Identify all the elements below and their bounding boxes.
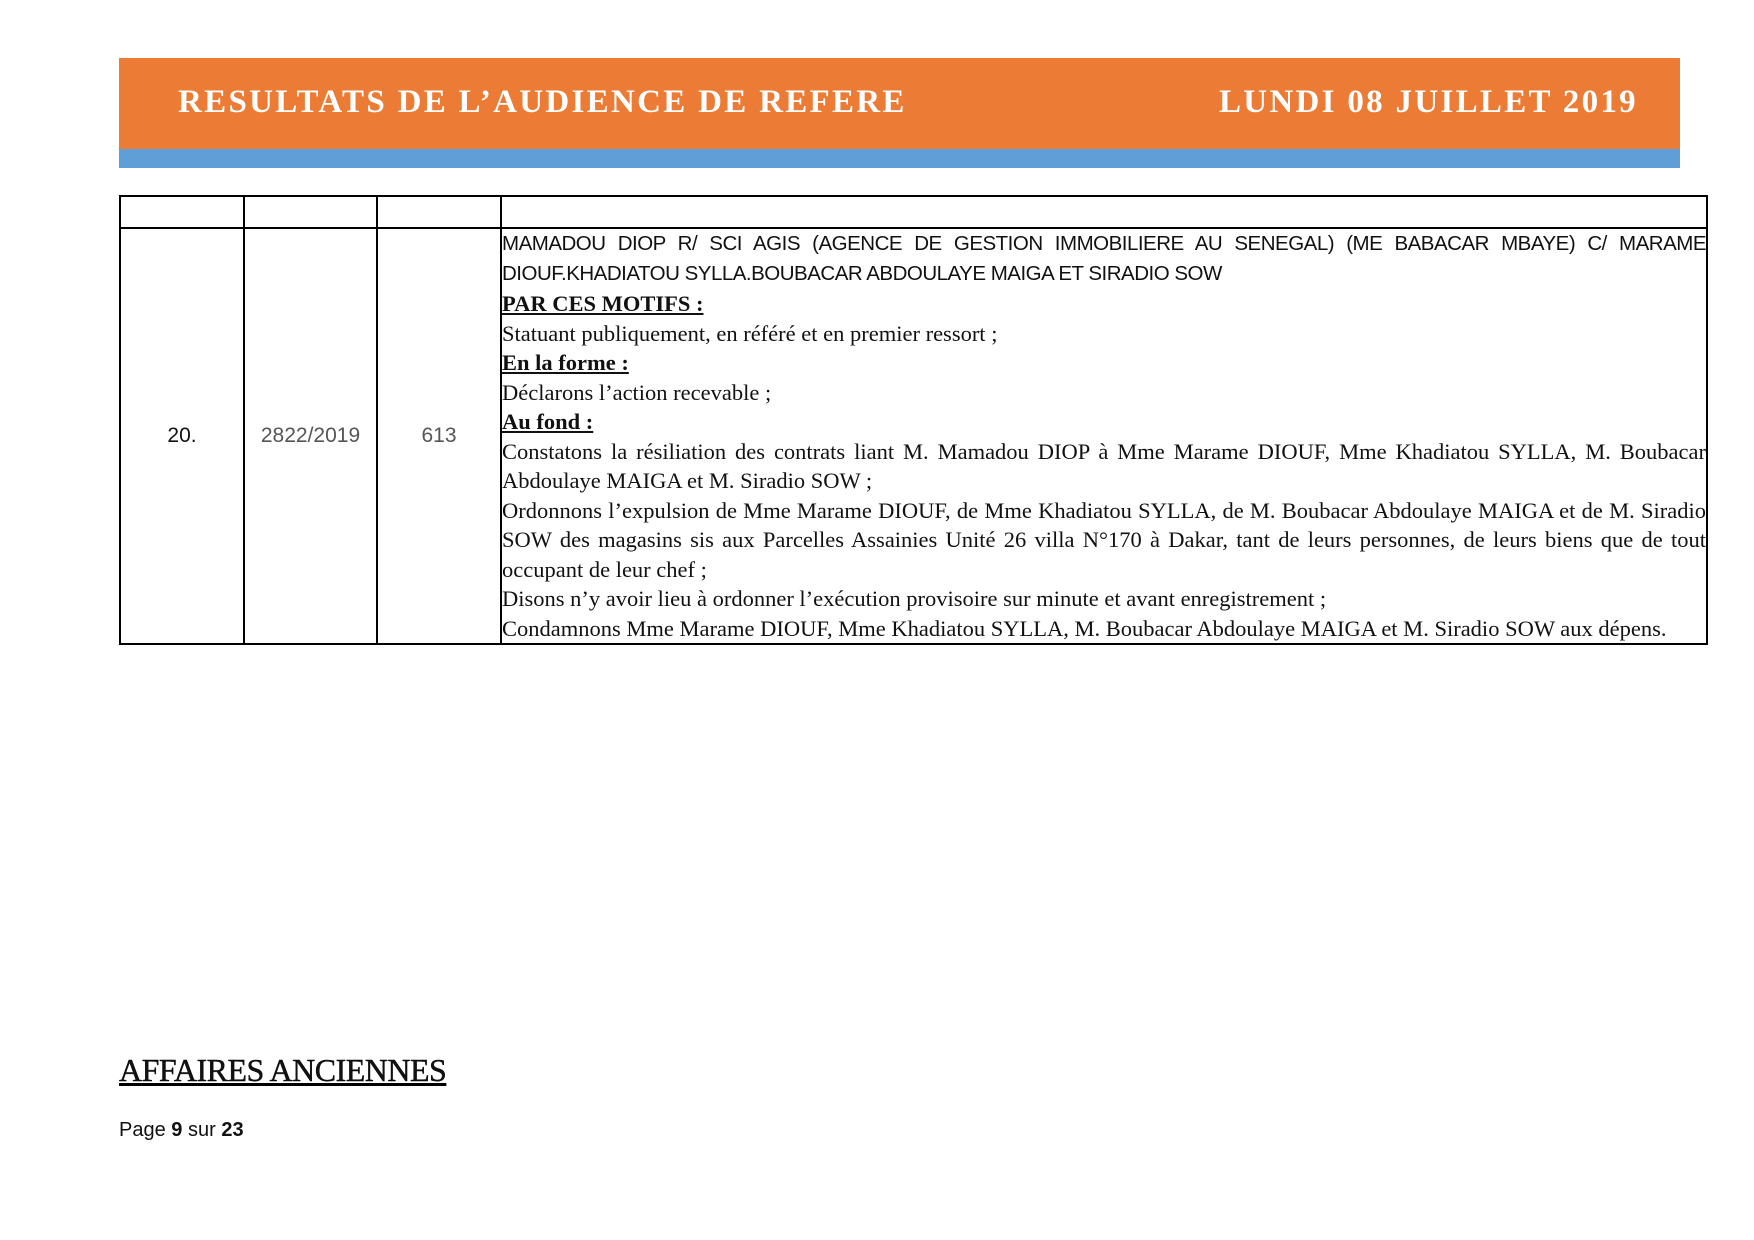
page-word: Page: [119, 1119, 166, 1141]
fond-line: Ordonnons l’expulsion de Mme Marame DIOUF, de Mme Khadiatou SYLLA, de M. Boubacar Abdoulaye MAIGA et de M. Siradio SOW des magasins sis aux Parcelles Assainies Unité 26 villa N°170 à Dakar, tant de leurs personnes, de leurs biens que de tout occupant de leur chef ;: [502, 497, 1706, 582]
page-number: 9: [171, 1119, 183, 1141]
fond-line: Constatons la résiliation des contrats liant M. Mamadou DIOP à Mme Marame DIOUF, Mme Khadiatou SYLLA, M. Boubacar Abdoulaye MAIGA et M. Siradio SOW ;: [502, 438, 1706, 493]
of-word: sur: [187, 1119, 216, 1141]
case-number: 20.: [120, 228, 244, 644]
page-footer: [119, 1119, 244, 1142]
total-pages: 23: [221, 1119, 244, 1141]
role-number: 2822/2019: [244, 228, 377, 644]
forme-text: Déclarons l’action recevable ;: [502, 379, 772, 405]
motifs-text: Statuant publiquement, en référé et en premier ressort ;: [502, 320, 998, 346]
table-cell-empty: [244, 196, 377, 228]
hearing-date: LUNDI 08 JUILLET 2019: [1218, 84, 1638, 120]
page-title: RESULTATS DE L’AUDIENCE DE REFERE: [178, 84, 907, 120]
decision-number: 613: [377, 228, 501, 644]
fond-line: Disons n’y avoir lieu à ordonner l’exécution provisoire sur minute et avant enregistrement ;: [502, 586, 1327, 611]
table-cell-empty: [120, 196, 244, 228]
decision-cell: [501, 228, 1707, 644]
header-stripe: [119, 149, 1680, 168]
motifs-heading: PAR CES MOTIFS :: [502, 291, 704, 316]
table-row: [120, 228, 1707, 644]
results-table: [119, 195, 1708, 645]
section-title: AFFAIRES ANCIENNES: [119, 1052, 447, 1088]
fond-heading: Au fond :: [502, 409, 594, 434]
case-parties: MAMADOU DIOP R/ SCI AGIS (AGENCE DE GESTION IMMOBILIERE AU SENEGAL) (ME BABACAR MBAYE) C/ MARAME DIOUF.KHADIATOU SYLLA.BOUBACAR ABDOULAYE MAIGA ET SIRADIO SOW: [502, 232, 1706, 285]
table-cell-empty: [501, 196, 1707, 228]
table-cell-empty: [377, 196, 501, 228]
table-header-row: [120, 196, 1707, 228]
fond-line: Condamnons Mme Marame DIOUF, Mme Khadiatou SYLLA, M. Boubacar Abdoulaye MAIGA et M. Siradio SOW aux dépens.: [502, 615, 1667, 641]
forme-heading: En la forme :: [502, 350, 629, 375]
